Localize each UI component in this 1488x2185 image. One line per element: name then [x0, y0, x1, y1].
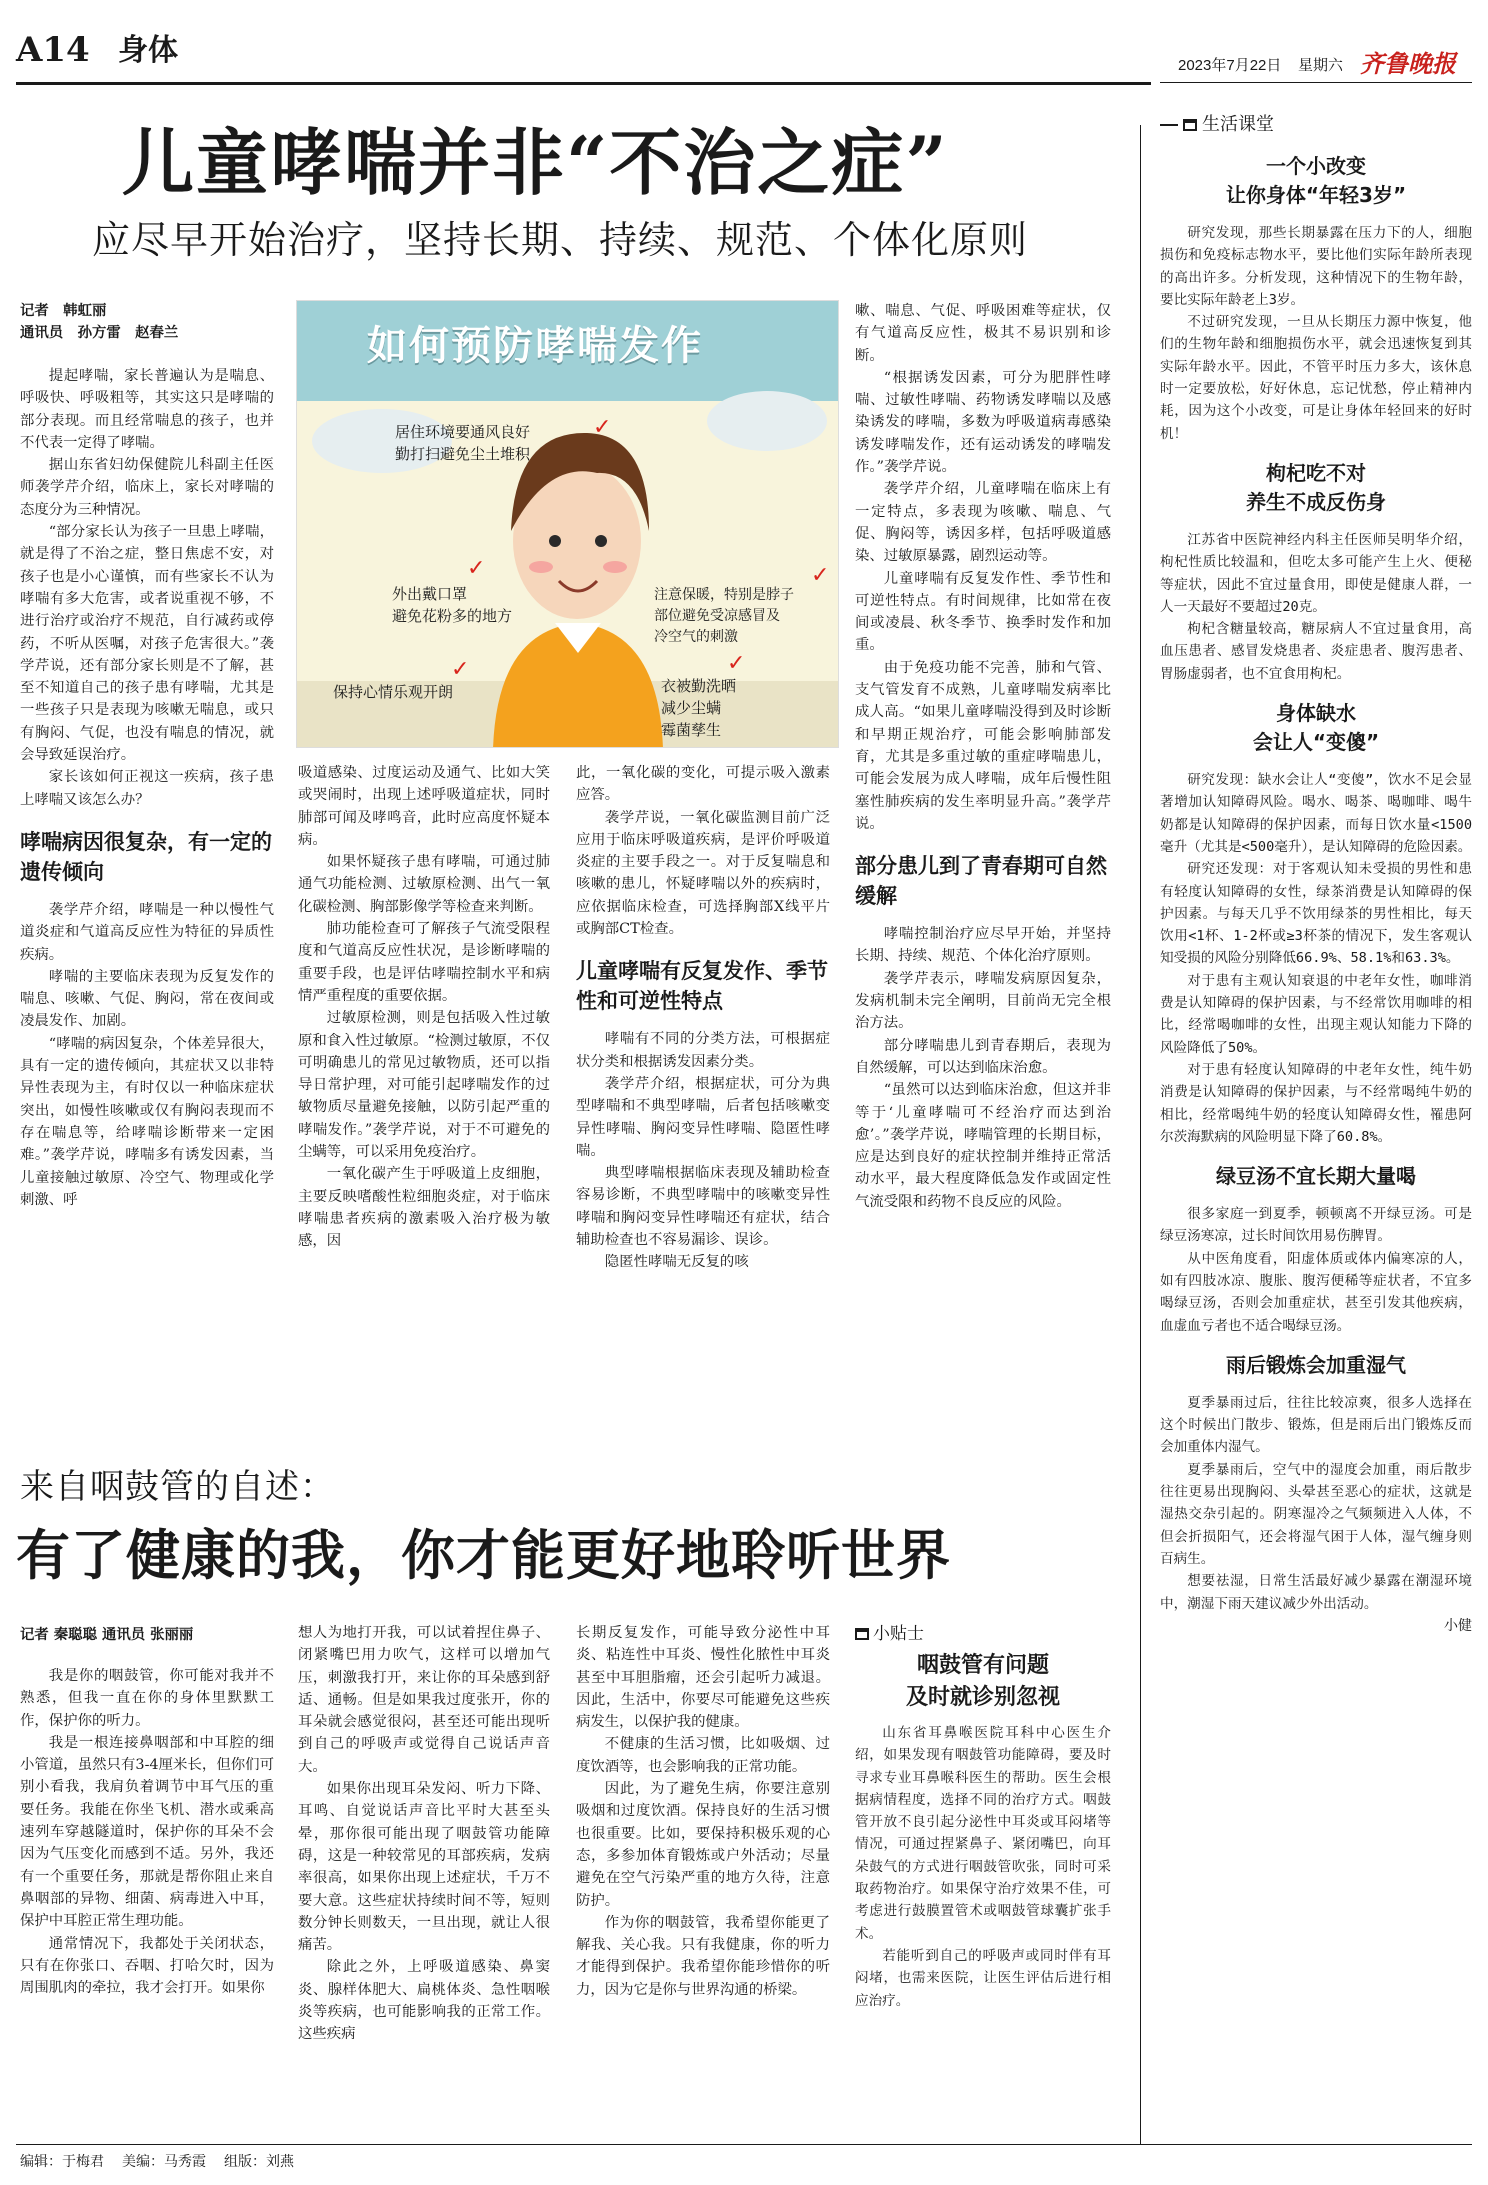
sidebar-title: 身体缺水: [1276, 701, 1356, 726]
tip-line: 外出戴口罩: [392, 585, 468, 603]
subheading-puberty: 部分患儿到了青春期可自然缓解: [855, 854, 1107, 909]
top-column-2: [298, 762, 550, 1435]
body-paragraph: 如果怀疑孩子患有哮喘，可通过肺通气功能检测、过敏原检测、出气一氧化碳检测、胸部影像学等检查来判断。: [298, 854, 550, 915]
infographic-tip-bedding: [661, 675, 736, 741]
body-paragraph: 作为你的咽鼓管，我希望你能更了解我、关心我。只有我健康，你的听力才能得到保护。我希望你能珍惜你的听力，因为它是你与世界沟通的桥梁。: [576, 1914, 830, 1998]
checkmark-icon: ✓: [811, 563, 830, 588]
page-number: A14: [16, 30, 90, 70]
body-paragraph: 哮喘有不同的分类方法，可根据症状分类和根据诱发因素分类。: [576, 1031, 830, 1070]
body-paragraph: 隐匿性哮喘无反复的咳: [604, 1254, 749, 1271]
body-paragraph: “虽然可以达到临床治愈，但这并非等于‘儿童哮喘可不经治疗而达到治愈’。”袭学芹说，哮喘管理的长期目标，应是达到良好的症状控制并维持正常活动水平，最大程度降低急发作或固定性气流受限和药物不良反应的风险。: [855, 1082, 1111, 1210]
sidebar-divider: [1140, 125, 1141, 2145]
infographic-tip-warmth: [654, 585, 794, 648]
tip-paragraph: 山东省耳鼻喉医院耳科中心医生介绍，如果发现有咽鼓管功能障碍，要及时寻求专业耳鼻喉科医生的帮助。医生会根据病情程度，选择不同的治疗方式。咽鼓管开放不良引起分泌性中耳炎或耳闷堵等情况，可通过捏紧鼻子、紧闭嘴巴，向耳朵鼓气的方式进行咽鼓管吹张，同时可采取药物治疗。如果保守治疗效果不佳，可考虑进行鼓膜置管术或咽鼓管球囊扩张手术。: [855, 1725, 1111, 1942]
top-column-4: [855, 300, 1111, 1435]
main-deck: 应尽早开始治疗，坚持长期、持续、规范、个体化原则: [92, 218, 1029, 262]
infographic-tip-mask: [392, 583, 512, 627]
sidebar-paragraph: 很多家庭一到夏季，顿顿离不开绿豆汤。可是绿豆汤寒凉，过长时间饮用易伤脾胃。: [1160, 1206, 1472, 1245]
sidebar-paragraph: 对于患有轻度认知障碍的中老年女性，纯牛奶消费是认知障碍的保护因素，与不经常喝纯牛奶的相比，经常喝纯牛奶的轻度认知障碍女性，罹患阿尔茨海默病的风险明显下降了60.8%。: [1160, 1061, 1472, 1145]
infographic-tip-ventilation: [395, 421, 530, 465]
body-paragraph: 由于免疫功能不完善，肺和气管、支气管发育不成熟，儿童哮喘发病率比成人高。“如果儿童哮喘没得到及时诊断和早期正规治疗，可能会影响肺部发育，尤其是多重过敏的重症哮喘患儿，可能会发展为成人哮喘，成年后慢性阻塞性肺疾病的发生率明显升高。”袭学芹说。: [855, 659, 1111, 832]
issue-weekday: 星期六: [1298, 56, 1344, 74]
tip-line: 避免花粉多的地方: [392, 607, 513, 625]
tip-line: 勤打扫避免尘土堆积: [395, 445, 531, 463]
body-paragraph: 长期反复发作，可能导致分泌性中耳炎、粘连性中耳炎、慢性化脓性中耳炎甚至中耳胆脂瘤，还会引起听力减退。因此，生活中，你要尽可能避免这些疾病发生，以保护我的健康。: [576, 1625, 830, 1731]
tip-line: 减少尘螨: [661, 699, 722, 717]
body-paragraph: 儿童哮喘有反复发作性、季节性和可逆性特点。有时间规律，比如常在夜间或凌晨、秋冬季节、换季时发作和加重。: [855, 570, 1111, 654]
sidebar-paragraph: 研究还发现：对于客观认知未受损的男性和患有轻度认知障碍的女性，绿茶消费是认知障碍的保护因素。与每天几乎不饮用绿茶的男性相比，每天饮用<1杯、1-2杯或≥3杯茶的情况下，发生客观认知受损的风险分别降低66.9%、58.1%和63.3%。: [1160, 861, 1472, 967]
body-paragraph: 除此之外，上呼吸道感染、鼻窦炎、腺样体肥大、扁桃体炎、急性咽喉炎等疾病，也可能影响我的正常工作。这些疾病: [298, 1959, 550, 2043]
sidebar-paragraph: 想要祛湿，日常生活最好减少暴露在潮湿环境中，潮湿下雨天建议减少外出活动。: [1160, 1573, 1472, 1612]
sidebar-title: 枸杞吃不对: [1266, 460, 1366, 485]
body-paragraph: 因此，为了避免生病，你要注意别吸烟和过度饮酒。保持良好的生活习惯也很重要。比如，要保持积极乐观的心态，多参加体育锻炼或户外活动；尽量避免在空气污染严重的地方久待，注意防护。: [576, 1781, 830, 1909]
checkmark-icon: ✓: [593, 415, 612, 440]
body-paragraph: 嗽、喘息、气促、呼吸困难等症状，仅有气道高反应性，极其不易识别和诊断。: [855, 303, 1111, 364]
tip-line: 部位避免受凉感冒及: [654, 608, 780, 624]
tip-label: [855, 1622, 1111, 1646]
subheading-genetic: 哮喘病因很复杂，有一定的遗传倾向: [20, 829, 272, 884]
column-label-icon: [1183, 119, 1197, 131]
sidebar-paragraph: 江苏省中医院神经内科主任医师吴明华介绍，枸杞性质比较温和，但吃太多可能产生上火、便秘等症状，因此不宜过量食用，即使是健康人群，一人一天最好不要超过20克。: [1160, 531, 1472, 615]
body-paragraph: 袭学芹介绍，根据症状，可分为典型哮喘和不典型哮喘，后者包括咳嗽变异性哮喘、胸闷变异性哮喘、隐匿性哮喘。: [576, 1075, 830, 1159]
sidebar: [1160, 112, 1472, 2142]
sidebar-paragraph: 对于患有主观认知衰退的中老年女性，咖啡消费是认知障碍的保护因素，与不经常饮用咖啡的相比，经常喝咖啡的女性，出现主观认知能力下降的风险降低了50%。: [1160, 972, 1472, 1056]
sidebar-title: 会让人“变傻”: [1252, 730, 1380, 755]
body-paragraph: 我是你的咽鼓管，你可能对我并不熟悉，但我一直在你的身体里默默工作，保护你的听力。: [20, 1668, 274, 1729]
section-name: 身体: [118, 33, 178, 68]
body-paragraph: 想人为地打开我，可以试着捏住鼻子、闭紧嘴巴用力吹气，这样可以增加气压，刺激我打开，来让你的耳朵感到舒适、通畅。但是如果我过度张开，你的耳朵就会感觉很闷，甚至还可能出现听到自己的呼吸声或觉得自己说话声音大。: [298, 1625, 550, 1775]
body-paragraph: 哮喘控制治疗应尽早开始，并坚持长期、持续、规范、个体化治疗原则。: [855, 926, 1111, 965]
sidebar-paragraph: 从中医角度看，阳虚体质或体内偏寒凉的人，如有四肢冰凉、腹胀、腹泻便稀等症状者，不宜多喝绿豆汤，否则会加重症状，甚至引发其他疾病，血虚血亏者也不适合喝绿豆汤。: [1160, 1250, 1472, 1334]
tip-box: [855, 1622, 1111, 2130]
infographic-tip-mood: 保持心情乐观开朗: [333, 683, 454, 701]
top-column-3: [576, 762, 830, 1435]
checkmark-icon: ✓: [727, 651, 746, 676]
story-kicker: 来自咽鼓管的自述：: [20, 1467, 335, 1507]
sidebar-paragraph: 枸杞含糖量较高，糖尿病人不宜过量食用，高血压患者、感冒发烧患者、炎症患者、腹泻患者、胃肠虚弱者，也不宜食用枸杞。: [1160, 621, 1472, 682]
tip-line: 注意保暖，特别是脖子: [654, 587, 794, 603]
sidebar-title: 让你身体“年轻3岁”: [1225, 183, 1407, 207]
top-column-1: [20, 365, 274, 1435]
body-paragraph: “根据诱发因素，可分为肥胖性哮喘、过敏性哮喘、药物诱发哮喘以及感染诱发的哮喘，多数为呼吸道病毒感染诱发哮喘发作，还有运动诱发的哮喘发作。”袭学芹说。: [855, 369, 1111, 476]
editor-credit: 编辑：于梅君: [20, 2154, 104, 2170]
designer-credit: 美编：马秀霞: [122, 2154, 206, 2170]
body-paragraph: 吸道感染、过度运动及通气、比如大笑或哭闹时，出现上述呼吸道症状，同时肺部可闻及哮鸣音，此时应高度怀疑本病。: [298, 765, 550, 848]
body-paragraph: 哮喘的主要临床表现为反复发作的喘息、咳嗽、气促、胸闷，常在夜间或凌晨发作、加剧。: [20, 968, 274, 1030]
bottom-column-1: [20, 1665, 274, 2130]
tip-paragraph: 若能听到自己的呼吸声或同时伴有耳闷堵，也需来医院，让医生评估后进行相应治疗。: [855, 1947, 1111, 2009]
header-rule-right: [1160, 82, 1472, 83]
body-paragraph: 我是一根连接鼻咽部和中耳腔的细小管道，虽然只有3-4厘米长，但你们可别小看我，我肩负着调节中耳气压的重要任务。我能在你坐飞机、潜水或乘高速列车穿越隧道时，保护你的耳朵不会因为气压变化而感到不适。另外，我还有一个重要任务，那就是帮你阻止来自鼻咽部的异物、细菌、病毒进入中耳，保护中耳腔正常生理功能。: [20, 1734, 274, 1930]
sidebar-title: 绿豆汤不宜长期大量喝: [1216, 1164, 1416, 1189]
subheading-characteristics: 儿童哮喘有反复发作、季节性和可逆性特点: [576, 959, 828, 1014]
issue-date: 2023年7月22日: [1178, 57, 1282, 74]
body-paragraph: 据山东省妇幼保健院儿科副主任医师袭学芹介绍，临床上，家长对哮喘的态度分为三种情况。: [20, 457, 274, 518]
sidebar-paragraph: 不过研究发现，一旦从长期压力源中恢复，他们的生物年龄和细胞损伤水平，就会迅速恢复到其实际年龄水平。因此，不管平时压力多大，该休息时一定要放松，好好休息，忘记忧愁，停止精神内耗，因为这个小改变，可是让身体年轻回来的好时机！: [1160, 314, 1472, 442]
body-paragraph: 家长该如何正视这一疾病，孩子患上哮喘又该怎么办？: [20, 769, 274, 808]
sidebar-paragraph: 夏季暴雨后，空气中的湿度会加重，雨后散步往往更易出现胸闷、头晕甚至恶心的症状，这就是湿热交杂引起的。阴寒湿冷之气频频进入人体，不但会折损阳气，还会将湿气困于人体，湿气缠身则百病生。: [1160, 1461, 1472, 1567]
tip-line: 冷空气的刺激: [654, 629, 738, 645]
story-headline: 有了健康的我，你才能更好地聆听世界: [16, 1523, 951, 1587]
correspondent-credit: 通讯员 孙方雷 赵春兰: [20, 325, 179, 341]
body-paragraph: 通常情况下，我都处于关闭状态，只有在你张口、吞咽、打哈欠时，因为周围肌肉的牵拉，我才会打开。如果你: [20, 1935, 274, 1997]
layout-credit: 组版：刘燕: [224, 2154, 294, 2170]
body-paragraph: 典型哮喘根据临床表现及辅助检查容易诊断，不典型哮喘中的咳嗽变异性哮喘和胸闷变异性哮喘还有症状，结合辅助检查也不容易漏诊、误诊。: [576, 1165, 830, 1249]
tip-title-line-2: 及时就诊别忽视: [905, 1685, 1060, 1710]
footer-rule: [16, 2144, 1472, 2145]
checkmark-icon: ✓: [451, 657, 470, 682]
body-paragraph: 此，一氧化碳的变化，可提示吸入激素应答。: [576, 765, 830, 804]
body-paragraph: 过敏原检测，则是包括吸入性过敏原和食入性过敏原。“检测过敏原，不仅可明确患儿的常见过敏物质，还可以指导日常护理，对可能引起哮喘发作的过敏物质尽量避免接触，以防引起严重的哮喘发作。”袭学芹说，对于不可避免的尘螨等，可以采用免疫治疗。: [298, 1010, 550, 1161]
sidebar-paragraph: 研究发现，那些长期暴露在压力下的人，细胞损伤和免疫标志物水平，要比他们实际年龄所表现的高出许多。分析发现，这种情况下的生物年龄，要比实际年龄老上3岁。: [1160, 225, 1472, 308]
body-paragraph: 袭学芹介绍，哮喘是一种以慢性气道炎症和气道高反应性为特征的异质性疾病。: [20, 901, 274, 963]
body-paragraph: 提起哮喘，家长普遍认为是喘息、呼吸快、呼吸粗等，其实这只是哮喘的部分表现。而且经常喘息的孩子，也并不代表一定得了哮喘。: [20, 368, 274, 451]
bottom-column-2: [298, 1622, 550, 2130]
story-credit: 记者 秦聪聪 通讯员 张丽丽: [20, 1627, 194, 1643]
body-paragraph: 如果你出现耳朵发闷、听力下降、耳鸣、自觉说话声音比平时大甚至头晕，那你很可能出现了咽鼓管功能障碍，这是一种较常见的耳部疾病，发病率很高，如果你出现上述症状，千万不要大意。这些症状持续时间不等，短则数分钟长则数天，一旦出现，就让人很痛苦。: [298, 1781, 550, 1954]
header-rule: [16, 82, 1151, 85]
body-paragraph: 袭学芹表示，哮喘发病原因复杂，发病机制未完全阐明，目前尚无完全根治方法。: [855, 970, 1111, 1032]
body-paragraph: “哮喘的病因复杂，个体差异很大，具有一定的遗传倾向，其症状又以非特异性表现为主，有时仅以一种临床症状突出，如慢性咳嗽或仅有胸闷表现而不存在喘息等，给哮喘诊断带来一定困难。”袭学芹说，哮喘多有诱发因素，当儿童接触过敏原、冷空气、物理或化学刺激、呼: [20, 1035, 274, 1208]
body-paragraph: 部分哮喘患儿到青春期后，表现为自然缓解，可以达到临床治愈。: [855, 1037, 1111, 1076]
tip-line: 衣被勤洗晒: [661, 677, 737, 695]
body-paragraph: “部分家长认为孩子一旦患上哮喘，就是得了不治之症，整日焦虑不安，对孩子也是小心谨慎，而有些家长不认为哮喘有多大危害，或者说重视不够，不进行治疗或治疗不规范，自行减药或停药，不听从医嘱，对孩子危害很大。”袭学芹说，还有部分家长则是不了解，甚至不知道自己的孩子患有哮喘，尤其是一些孩子只是表现为咳嗽无喘息，或只有胸闷、气促，也没有喘息的情况，就会导致延误治疗。: [20, 524, 274, 764]
body-paragraph: 一氧化碳产生于呼吸道上皮细胞，主要反映嗜酸性粒细胞炎症，对于临床哮喘患者疾病的激素吸入治疗极为敏感，因: [298, 1166, 550, 1250]
tip-title-line-1: 咽鼓管有问题: [916, 1653, 1049, 1678]
tip-line: 霉菌孳生: [661, 721, 722, 739]
body-paragraph: 袭学芹介绍，儿童哮喘在临床上有一定特点，多表现为咳嗽、喘息、气促、胸闷等，诱因多样，包括呼吸道感染、过敏原暴露，剧烈运动等。: [855, 481, 1111, 565]
sidebar-title: 雨后锻炼会加重湿气: [1226, 1352, 1406, 1377]
main-headline: 儿童哮喘并非“不治之症”: [122, 120, 949, 205]
sidebar-author: 小健: [1444, 1617, 1472, 1634]
footer-credits: [20, 2152, 294, 2172]
body-paragraph: 袭学芹说，一氧化碳监测目前广泛应用于临床呼吸道疾病，是评价呼吸道炎症的主要手段之一。对于反复喘息和咳嗽的患儿，怀疑哮喘以外的疾病时，应依据临床检查，可选择胸部X线平片或胸部CT检查。: [576, 809, 830, 938]
paper-name: 齐鲁晚报: [1360, 49, 1456, 78]
sidebar-title: 养生不成反伤身: [1246, 489, 1386, 514]
reporter-credit: 记者 韩虹丽: [20, 303, 107, 319]
sidebar-paragraph: 研究发现：缺水会让人“变傻”，饮水不足会显著增加认知障碍风险。喝水、喝茶、喝咖啡、喝牛奶都是认知障碍的保护因素，而每日饮水量<1500毫升（尤其是<500毫升），是认知障碍的危险因素。: [1160, 772, 1472, 855]
tip-label-text: 小贴士: [873, 1624, 924, 1644]
infographic-title: 如何预防哮喘发作: [367, 322, 703, 369]
body-paragraph: 不健康的生活习惯，比如吸烟、过度饮酒等，也会影响我的正常功能。: [576, 1736, 830, 1775]
infographic: [296, 300, 839, 748]
tip-box-icon: [855, 1628, 869, 1640]
column-label-text: 生活课堂: [1202, 114, 1274, 135]
bottom-column-3: [576, 1622, 830, 2130]
tip-line: 居住环境要通风良好: [395, 423, 531, 441]
sidebar-title: 一个小改变: [1266, 154, 1366, 178]
sidebar-paragraph: 夏季暴雨过后，往往比较凉爽，很多人选择在这个时候出门散步、锻炼，但是雨后出门锻炼反而会加重体内湿气。: [1160, 1394, 1472, 1456]
column-label: [1160, 112, 1472, 138]
label-rule: [1160, 124, 1178, 126]
checkmark-icon: ✓: [467, 556, 486, 581]
body-paragraph: 肺功能检查可了解孩子气流受限程度和气道高反应性状况，是诊断哮喘的重要手段，也是评估哮喘控制水平和病情严重程度的重要依据。: [298, 921, 550, 1004]
